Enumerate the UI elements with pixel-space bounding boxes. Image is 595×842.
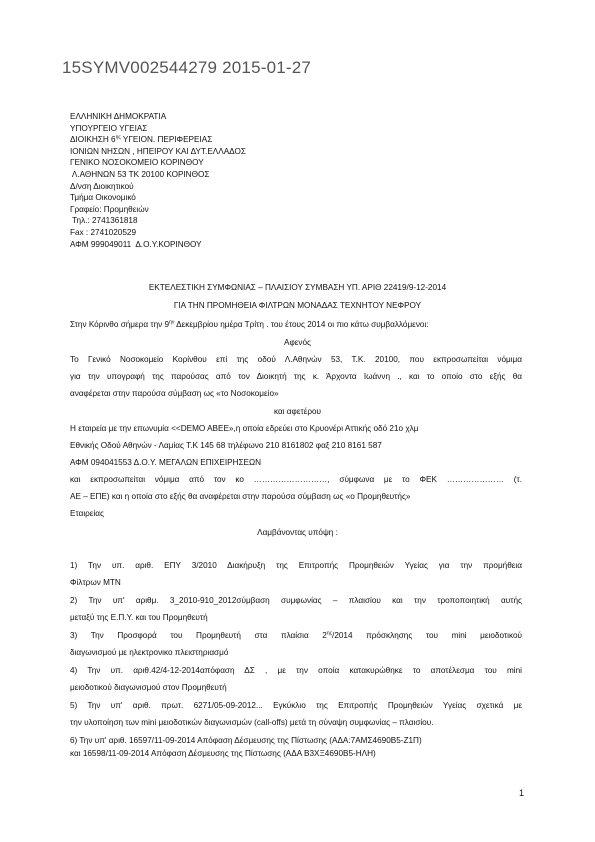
letterhead-line: Fax : 2741020529: [70, 227, 137, 237]
letterhead-line: Δ/νση Διοικητικού: [70, 181, 134, 191]
considering-label: Λαμβάνοντας υπόψη :: [257, 528, 338, 537]
letterhead-line: Γραφείο: Προμηθειών: [70, 204, 149, 214]
list-item: μειοδοτικού διαγωνισμού στον Προμηθευτή: [70, 683, 227, 692]
letterhead-line: ΙΟΝΙΩΝ ΝΗΣΩΝ , ΗΠΕΙΡΟΥ ΚΑΙ ΔΥΤ.ΕΛΛΑΔΟΣ: [70, 146, 246, 156]
page-number: 1: [519, 788, 525, 798]
party1-line: Το Γενικό Νοσοκομείο Κορίνθου επί της οδού Λ.Αθηνών 53, Τ.Κ. 20100, που εκπροσωπείται νόμιμα: [70, 355, 522, 364]
party1-line: αναφέρεται στην παρούσα σύμβαση ως «το Νοσοκομείο»: [70, 389, 279, 398]
list-item: μεταξύ της Ε.Π.Υ. και του Προμηθευτή: [70, 613, 208, 622]
contract-title: ΕΚΤΕΛΕΣΤΙΚΗ ΣΥΜΦΩΝΙΑΣ – ΠΛΑΙΣΙΟΥ ΣΥΜΒΑΣΗ ΥΠ. ΑΡΙΘ 22419/9-12-2014: [148, 283, 447, 292]
list-item: διαγωνισμού με ηλεκτρονικο πλειστηριασμό: [70, 648, 229, 657]
list-item: 3) Την Προσφορά του Προμηθευτή στα πλαίσια $2^{\eta\varsigma}/2014$ πρόσκλησης του mini μειοδοτικού: [70, 630, 522, 640]
list-item: 6) Την υπ' αριθ. 16597/11-09-2014 Απόφαση Δέσμευσης της Πίστωσης (ΑΔΑ:7ΑΜΣ4690Β5-Ζ1Π): [70, 736, 422, 745]
party2-line: και εκπροσωπείται νόμιμα από τον κο ………………………, σύμφωνα με το ΦΕΚ ………………… (τ.: [70, 475, 522, 484]
list-item: 1) Την υπ. αριθ. ΕΠΥ 3/2010 Διακήρυξη της Επιτροπής Προμηθειών Υγείας για την προμήθεια: [70, 561, 522, 570]
list-item: και 16598/11-09-2014 Απόφαση Δέσμευσης της Πίστωσης (ΑΔΑ Β3ΧΞ4690Β5-ΗΛΗ): [70, 749, 376, 758]
intro-line: Στην Κόρινθο σήμερα την $9^{\eta\nu}$ Δεκεμβρίου ημέρα Τρίτη . του έτους 2014 οι πιο κάτω συμβαλλόμενοι:: [70, 319, 429, 329]
letterhead-line: Τηλ.: 2741361818: [70, 216, 138, 226]
party2-line: Εταιρείας: [70, 509, 104, 518]
party2-line: ΑΕ – ΕΠΕ) και η οποία στο εξής θα αναφέρεται στην παρούσα σύμβαση ως «ο Προμηθευτής»: [70, 492, 411, 501]
list-item: 5) Την υπ' αριθ. πρωτ. 6271/05-09-2012... Εγκύκλιο της Επιτροπής Προμηθειών Υγείας σχετικά με: [70, 701, 522, 710]
letterhead-line: ΕΛΛΗΝΙΚΗ ΔΗΜΟΚΡΑΤΙΑ: [70, 112, 167, 121]
party1-line: για την υπογραφή της παρούσας από τον Διοικητή της κ. Άρχοντα Ιωάννη ., και το οποίο στο εξής θα: [70, 372, 522, 381]
document-id: 15SYMV002544279 2015-01-27: [62, 58, 312, 77]
letterhead-line: Τμήμα Οικονομικό: [70, 193, 136, 203]
letterhead-line: Λ.ΑΘΗΝΩΝ 53 ΤΚ 20100 ΚΟΡΙΝΘΟΣ: [70, 169, 210, 179]
list-item: Φίλτρων ΜΤΝ: [70, 578, 121, 587]
list-item: 2) Την υπ' αριθμ. 3_2010-910_2012σύμβαση συμφωνίας – πλαισίου και την τροποποιητική αυτής: [70, 596, 522, 605]
letterhead-line: ΔΙΟΙΚΗΣΗ $6^{\eta\varsigma}$ ΥΓΕΙΟΝ. ΠΕΡΙΦΕΡΕΙΑΣ: [70, 134, 213, 145]
party2-line: Η εταιρεία με την επωνυμία <<DEMO ABEE»,η οποία εδρεύει στο Κρυονέρι Αττικής οδό 21ο χλμ: [70, 424, 419, 433]
afenos-label: Αφενός: [283, 338, 311, 347]
party2-line: Εθνικής Οδού Αθηνών - Λαμίας Τ.Κ 145 68 τηλέφωνο 210 8161802 φαξ 210 8161 587: [70, 441, 382, 450]
letterhead: [70, 111, 246, 250]
letterhead-line: ΑΦΜ 999049011 Δ.Ο.Υ.ΚΟΡΙΝΘΟΥ: [70, 239, 202, 249]
letterhead-line: ΥΠΟΥΡΓΕΙΟ ΥΓΕΙΑΣ: [70, 123, 148, 133]
party2-line: ΑΦΜ 094041553 Δ.Ο.Υ. ΜΕΓΑΛΩΝ ΕΠΙΧΕΙΡΗΣΕΩΝ: [70, 458, 262, 467]
afeterou-label: και αφετέρου: [273, 407, 322, 416]
contract-subtitle: ΓΙΑ ΤΗΝ ΠΡΟΜΗΘΕΙΑ ΦΙΛΤΡΩΝ ΜΟΝΑΔΑΣ ΤΕΧΝΗΤΟΥ ΝΕΦΡΟΥ: [173, 301, 422, 310]
list-item: 4) Την υπ. αριθ.42/4-12-2014απόφαση ΔΣ , με την οποία κατακυρώθηκε το αποτέλεσμα του mini: [70, 666, 522, 675]
list-item: την υλοποίηση των mini μειοδοτικών διαγωνισμών (call-offs) μετά τη σύναψη συμφωνίας – πλαισίου.: [70, 718, 434, 727]
letterhead-line: ΓΕΝΙΚΟ ΝΟΣΟΚΟΜΕΙΟ ΚΟΡΙΝΘΟΥ: [70, 158, 204, 168]
